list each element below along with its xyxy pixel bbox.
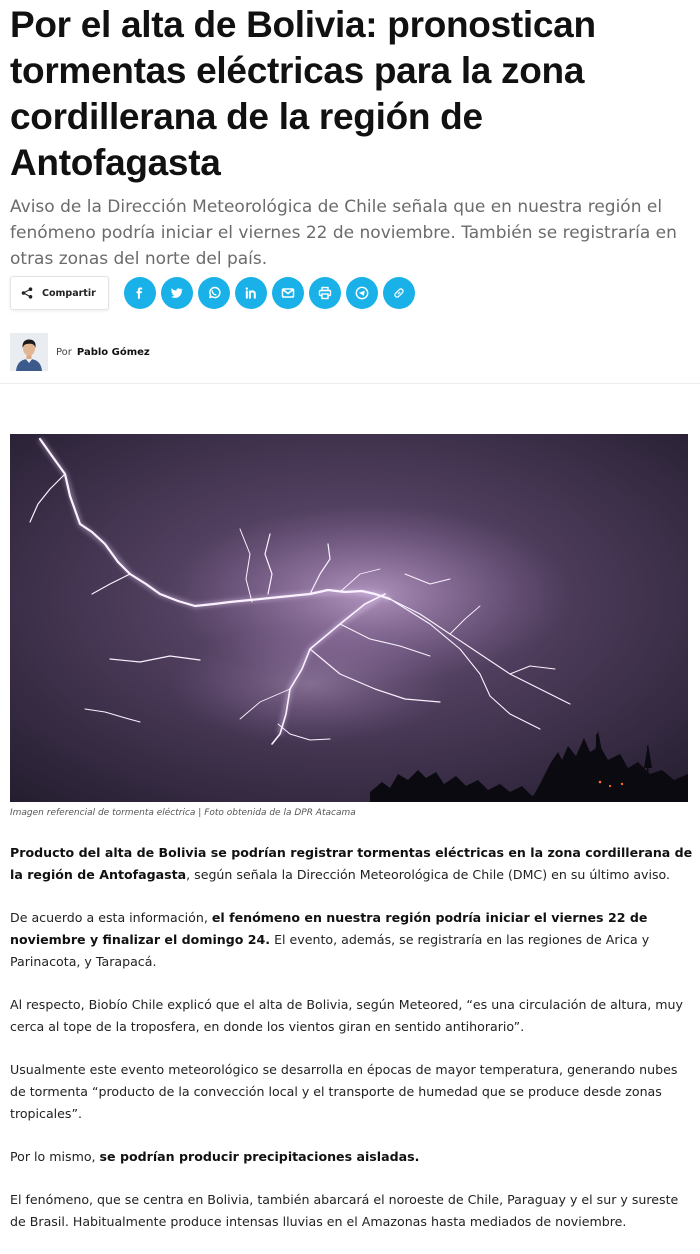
author-name[interactable]: Pablo Gómez [76, 346, 150, 358]
article-body [10, 842, 694, 1254]
author-avatar[interactable] [10, 333, 48, 371]
share-label: Compartir [42, 287, 96, 299]
body-paragraph-1: Producto del alta de Bolivia se podrían registrar tormentas eléctricas en la zona cordillerana de la región de Antofagasta, según señala la Dirección Meteorológica de Chile (DMC) en su último aviso. [10, 845, 693, 882]
lightning-storm-photo [10, 434, 688, 802]
twitter-icon [170, 286, 184, 300]
mail-icon [281, 286, 295, 300]
body-paragraph-5: Por lo mismo, se podrían producir precipitaciones aisladas. [10, 1149, 420, 1164]
copy-link-button[interactable] [383, 277, 415, 309]
print-button[interactable] [309, 277, 341, 309]
printer-icon [318, 286, 332, 300]
facebook-share-button[interactable] [124, 277, 156, 309]
share-bar [10, 276, 415, 310]
linkedin-share-button[interactable] [235, 277, 267, 309]
article-subtitle: Aviso de la Dirección Meteorológica de Chile señala que en nuestra región el fenómeno podría iniciar el viernes 22 de noviembre. También se registraría en otras zonas del norte del país. [10, 197, 677, 269]
social-buttons [124, 277, 415, 309]
share-icon [21, 287, 33, 299]
share-button[interactable] [10, 276, 109, 310]
header-divider [0, 383, 700, 384]
linkedin-icon [244, 286, 258, 300]
whatsapp-icon [207, 286, 221, 300]
link-icon [392, 286, 406, 300]
telegram-share-button[interactable] [346, 277, 378, 309]
twitter-share-button[interactable] [161, 277, 193, 309]
body-paragraph-6: El fenómeno, que se centra en Bolivia, también abarcará el noroeste de Chile, Paraguay y el sur y sureste de Brasil. Habitualmente produce intensas lluvias en el Amazonas hasta mediados de noviembre. [10, 1192, 679, 1229]
article-headline: Por el alta de Bolivia: pronostican tormentas eléctricas para la zona cordillerana de la región de Antofagasta [10, 4, 596, 183]
author-prefix: Por [56, 346, 72, 358]
facebook-icon [133, 286, 147, 300]
whatsapp-share-button[interactable] [198, 277, 230, 309]
email-share-button[interactable] [272, 277, 304, 309]
body-paragraph-3: Al respecto, Biobío Chile explicó que el alta de Bolivia, según Meteored, “es una circulación de altura, muy cerca al tope de la troposfera, en donde los vientos giran en sentido antihorario”. [10, 997, 683, 1034]
body-paragraph-2: De acuerdo a esta información, el fenómeno en nuestra región podría iniciar el viernes 22 de noviembre y finalizar el domingo 24. El evento, además, se registraría en las regiones de Arica y Parinacota, y Tarapacá. [10, 910, 650, 969]
body-paragraph-4: Usualmente este evento meteorológico se desarrolla en épocas de mayor temperatura, generando nubes de tormenta “producto de la convección local y el transporte de humedad que se produce desde zonas tropicales”. [10, 1062, 678, 1121]
author-byline [10, 332, 150, 372]
telegram-icon [355, 286, 369, 300]
image-caption: Imagen referencial de tormenta eléctrica | Foto obtenida de la DPR Atacama [10, 808, 356, 818]
